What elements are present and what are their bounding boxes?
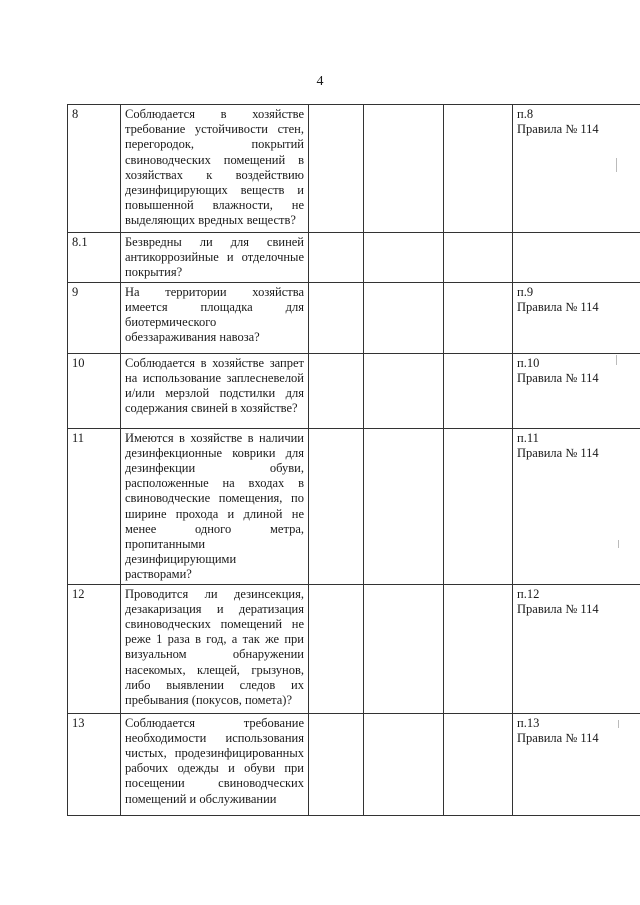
answer-cell-na[interactable]: [444, 428, 513, 584]
ref-point: п.8: [517, 107, 534, 121]
answer-cell-na[interactable]: [444, 584, 513, 713]
ref-point: п.10: [517, 355, 540, 370]
ref-rule: Правила № 114: [517, 370, 599, 385]
answer-cell-yes[interactable]: [309, 713, 364, 815]
answer-cell-no[interactable]: [364, 584, 444, 713]
ref-rule: Правила № 114: [517, 299, 599, 314]
ref-rule: Правила № 114: [517, 445, 599, 460]
row-question: На территории хозяйства имеется площадка для биотермического обеззараживания навоза?: [121, 282, 309, 353]
row-reference: [513, 233, 640, 283]
ref-point: п.13: [517, 715, 540, 730]
row-question: Безвредны ли для свиней антикоррозийные и отделочные покрытия?: [121, 233, 309, 283]
scan-mark: [616, 158, 617, 172]
answer-cell-yes[interactable]: [309, 353, 364, 428]
answer-cell-na[interactable]: [444, 713, 513, 815]
ref-point: п.9: [517, 284, 534, 299]
page-number: 4: [316, 74, 324, 89]
row-reference: [513, 105, 640, 233]
answer-cell-yes[interactable]: [309, 233, 364, 283]
ref-rule: Правила № 114: [517, 122, 599, 137]
scan-mark: [616, 355, 617, 365]
row-question: Соблюдается требование необходимости использования чистых, продезинфицированных рабочих одежды и обуви при посещении свиноводческих помещений и обслуживании: [121, 713, 309, 815]
scan-mark: [618, 540, 619, 548]
row-reference: [513, 713, 640, 815]
table-row: [68, 233, 640, 283]
row-number: 8: [68, 105, 121, 233]
checklist-table: [67, 104, 640, 816]
scan-mark: [618, 720, 619, 728]
row-reference: [513, 584, 640, 713]
table-row: [68, 584, 640, 713]
answer-cell-na[interactable]: [444, 282, 513, 353]
row-number: 8.1: [68, 233, 121, 283]
row-number: 9: [68, 282, 121, 353]
row-reference: [513, 353, 640, 428]
row-number: 13: [68, 713, 121, 815]
row-number: 12: [68, 584, 121, 713]
answer-cell-no[interactable]: [364, 282, 444, 353]
answer-cell-yes[interactable]: [309, 282, 364, 353]
answer-cell-no[interactable]: [364, 105, 444, 233]
answer-cell-yes[interactable]: [309, 584, 364, 713]
ref-point: п.11: [517, 430, 539, 445]
row-question: Имеются в хозяйстве в наличии дезинфекционные коврики для дезинфекции обуви, расположенные на входах в свиноводческие помещения, по ширине прохода и длиной не менее одного метра, пропитанными дезинфицирующими растворами?: [121, 428, 309, 584]
answer-cell-yes[interactable]: [309, 105, 364, 233]
ref-point: п.12: [517, 586, 540, 601]
answer-cell-no[interactable]: [364, 353, 444, 428]
row-question: Проводится ли дезинсекция, дезакаризация и дератизация свиноводческих помещений не реже 1 раза в год, а так же при визуальном обнаружении насекомых, клещей, грызунов, либо выявлении следов их пребывания (покусов, помета)?: [121, 584, 309, 713]
answer-cell-na[interactable]: [444, 233, 513, 283]
row-number: 10: [68, 353, 121, 428]
row-number: 11: [68, 428, 121, 584]
table-row: [68, 105, 640, 233]
table-row: [68, 428, 640, 584]
answer-cell-na[interactable]: [444, 105, 513, 233]
row-question: Соблюдается в хозяйстве требование устойчивости стен, перегородок, покрытий свиноводческих помещений в хозяйствах к воздействию дезинфицирующих веществ и повышенной влажности, не выделяющих вредных веществ?: [121, 105, 309, 233]
row-reference: [513, 282, 640, 353]
ref-rule: Правила № 114: [517, 601, 599, 616]
table-row: [68, 282, 640, 353]
answer-cell-no[interactable]: [364, 713, 444, 815]
answer-cell-no[interactable]: [364, 233, 444, 283]
answer-cell-yes[interactable]: [309, 428, 364, 584]
row-reference: [513, 428, 640, 584]
ref-rule: Правила № 114: [517, 730, 599, 745]
table-row: [68, 713, 640, 815]
row-question: Соблюдается в хозяйстве запрет на использование заплесневелой и/или мерзлой подстилки для содержания свиней в хозяйстве?: [121, 353, 309, 428]
table-row: [68, 353, 640, 428]
answer-cell-no[interactable]: [364, 428, 444, 584]
answer-cell-na[interactable]: [444, 353, 513, 428]
